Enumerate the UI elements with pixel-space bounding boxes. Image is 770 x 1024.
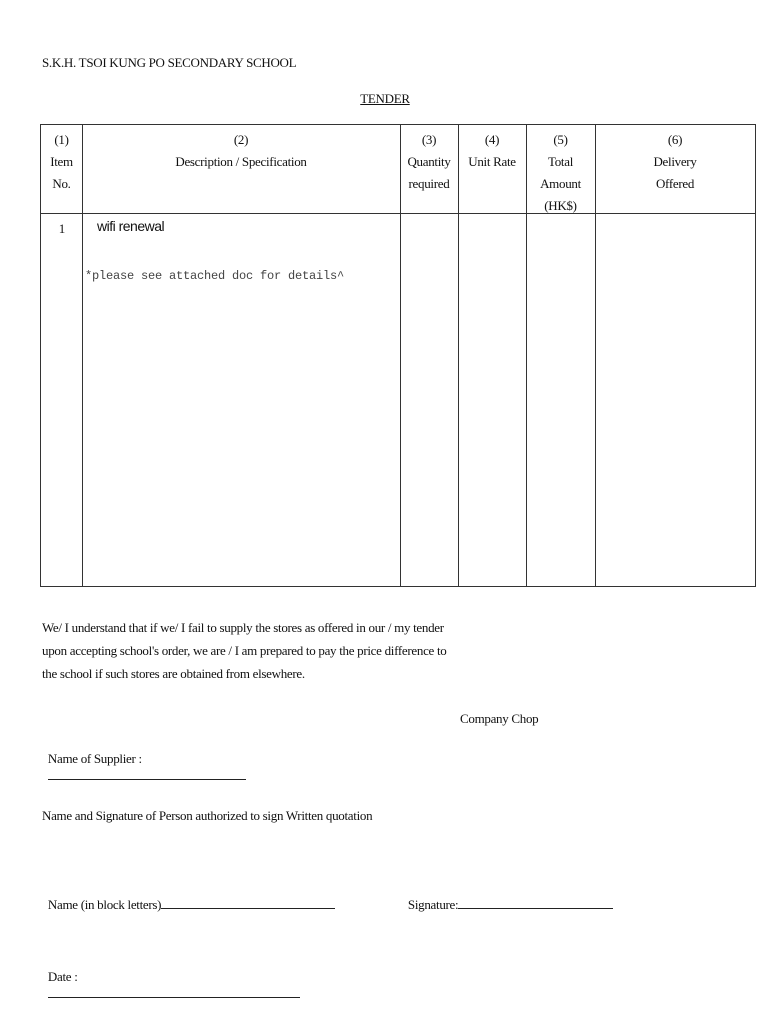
col-label: (HK$) <box>544 198 577 213</box>
col-number: (5) <box>553 132 568 147</box>
block-name-line[interactable] <box>161 896 335 909</box>
item-number: 1 <box>58 221 66 236</box>
col-header-total-amount <box>526 129 595 217</box>
col-label: Delivery <box>653 154 697 169</box>
block-name-label: Name (in block letters) <box>47 897 162 912</box>
col-number: (6) <box>667 132 683 147</box>
date-label: Date : <box>47 969 78 984</box>
col-header-quantity <box>400 129 458 195</box>
col-label: Item No. <box>50 154 73 191</box>
date-field <box>42 953 300 1002</box>
authorized-person-label: Name and Signature of Person authorized to sign Written quotation <box>42 808 373 823</box>
col-number: (1) <box>54 132 69 147</box>
supplier-name-line[interactable] <box>48 767 246 780</box>
school-name: S.K.H. TSOI KUNG PO SECONDARY SCHOOL <box>42 55 297 70</box>
col-header-item-no <box>41 129 82 195</box>
company-chop-label: Company Chop <box>460 711 539 726</box>
col-number: (3) <box>421 132 437 147</box>
col-header-delivery <box>595 129 755 195</box>
signature-line[interactable] <box>458 896 613 909</box>
signature-field <box>402 880 613 913</box>
col-label: Description / Specification <box>175 154 307 169</box>
col-number: (2) <box>233 132 249 147</box>
col-label: Unit Rate <box>468 154 516 169</box>
header-divider <box>41 213 755 214</box>
document-title: TENDER <box>360 91 410 106</box>
item-note: *please see attached doc for details^ <box>85 269 345 283</box>
col-header-unit-rate <box>458 129 526 173</box>
col-label: required <box>408 176 450 191</box>
col-header-description <box>82 129 400 173</box>
column-divider <box>458 125 459 586</box>
col-label: Amount <box>540 176 581 191</box>
item-description: wifi renewal <box>97 218 165 234</box>
col-label: Quantity <box>407 154 451 169</box>
col-number: (4) <box>484 132 500 147</box>
tender-table <box>40 124 756 587</box>
column-divider <box>82 125 83 586</box>
col-label: Offered <box>655 176 695 191</box>
supplier-name-field <box>42 735 246 784</box>
col-label: Total <box>547 154 574 169</box>
date-line[interactable] <box>48 985 300 998</box>
supplier-statement: We/ I understand that if we/ I fail to supply the stores as offered in our / my tender upon accepting school's order, we are / I am prepared to pay the price difference to the school if such stores are obtained from elsewhere. <box>42 620 447 681</box>
signature-label: Signature: <box>407 897 459 912</box>
block-name-field <box>42 880 335 913</box>
supplier-name-label: Name of Supplier : <box>47 751 142 766</box>
